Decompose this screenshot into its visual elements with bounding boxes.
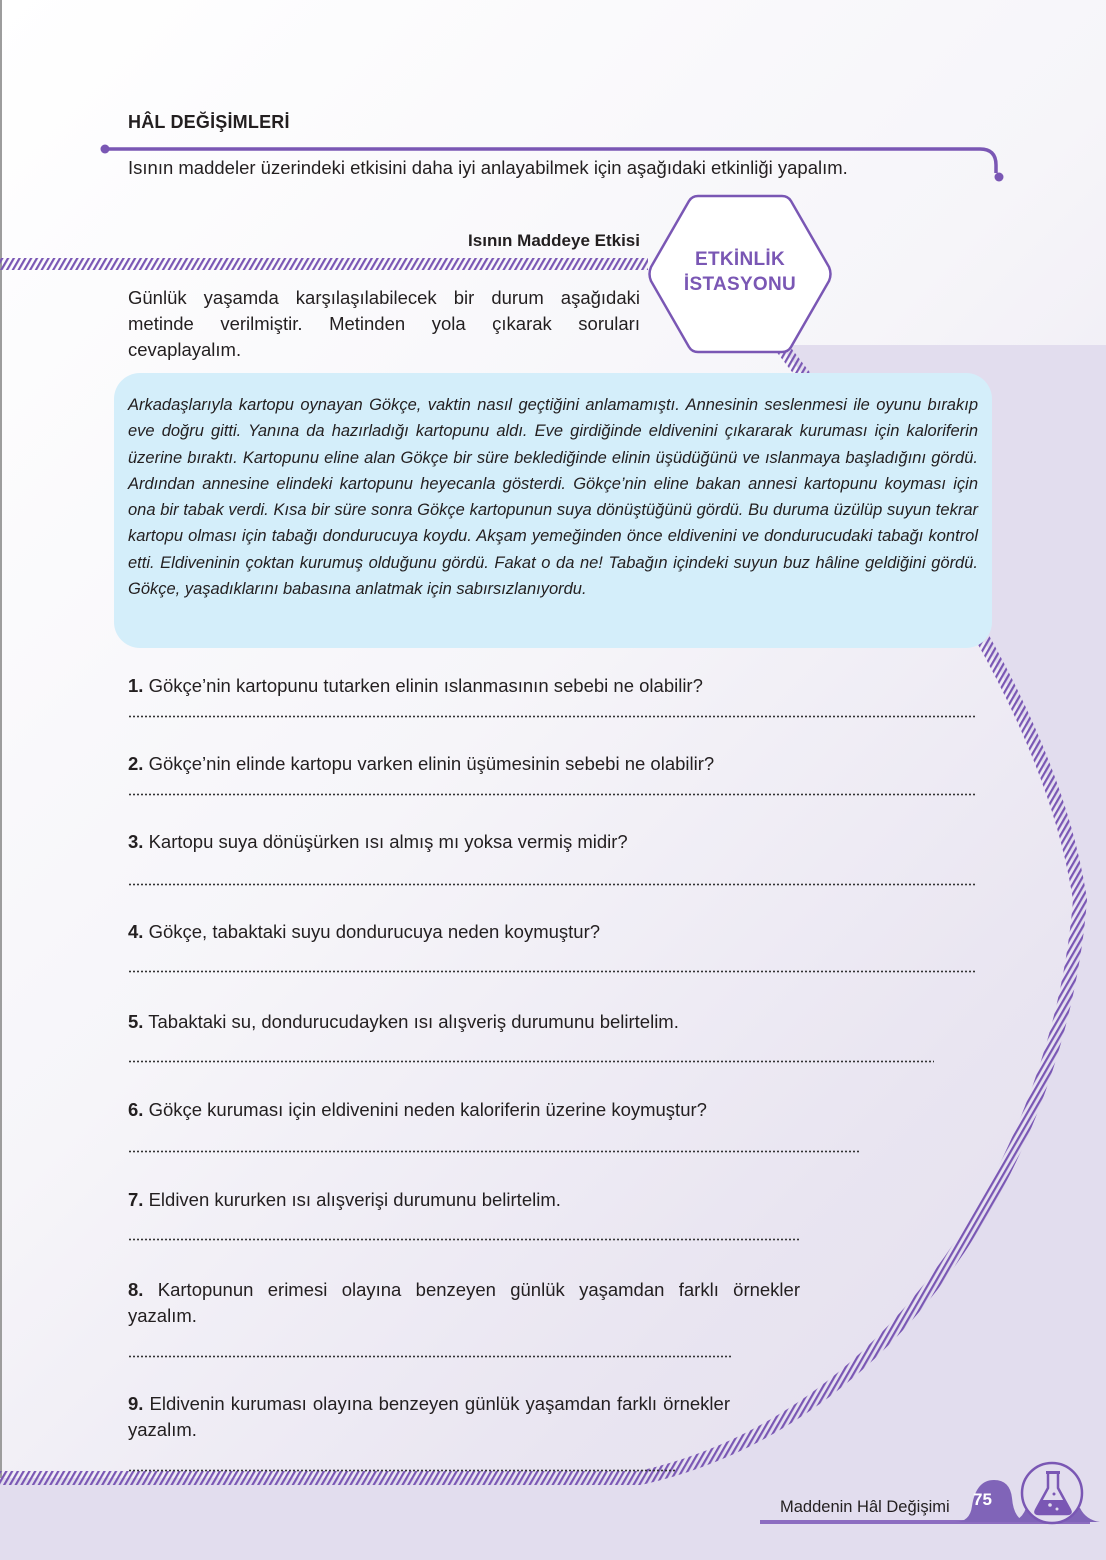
question-9: 9. Eldivenin kuruması olayına benzeyen günlük yaşamdan farklı örnekler yazalım. — [128, 1393, 730, 1440]
question-4: 4. Gökçe, tabaktaki suyu dondurucuya neden koymuştur? — [128, 921, 601, 942]
page-number: 75 — [973, 1490, 992, 1509]
answer-line-4[interactable] — [128, 970, 976, 973]
answer-line-8[interactable] — [128, 1355, 732, 1358]
activity-station-badge — [646, 193, 834, 355]
story-text: Arkadaşlarıyla kartopu oynayan Gökçe, vaktin nasıl geçtiğini anlamamıştı. Annesinin seslenmesi ile oyunu bırakıp eve doğru gitti. Yanına da hazırladığı kartopunu aldı. Eve girdiğinde eldivenini çıkararak kuruması için kaloriferin üzerine bıraktı. Kartopunu eline alan Gökçe bir süre beklediğinde elinin üşüdüğünü ve ıslanmaya başladığını gördü. Ardından annesine elindeki kartopunu heyecanla gösterdi. Gökçe’nin eline bakan annesi kartopunu koyması için ona bir tabak verdi. Kısa bir süre sonra Gökçe kartopunun suya dönüştüğünü gördü. Bu duruma üzülüp suyun tekrar kartopu olması için tabağı dondurucuya koydu. Akşam yemeğinden önce eldivenini ve dondurucudaki tabağı kontrol etti. Eldiveninin çoktan kurumuş olduğunu gördü. Fakat o da ne! Tabağın içindeki suyun buz hâline geldiğini gördü. Gökçe, yaşadıklarını babasına anlatmak için sabırsızlanıyordu. — [128, 396, 978, 599]
badge-line-1: ETKİNLİK — [694, 249, 785, 270]
question-5: 5. Tabaktaki su, dondurucudayken ısı alışveriş durumunu belirtelim. — [128, 1011, 679, 1032]
answer-line-6[interactable] — [128, 1150, 860, 1153]
answer-line-7[interactable] — [128, 1238, 800, 1241]
intro-text: Isının maddeler üzerindeki etkisini daha iyi anlayabilmek için aşağıdaki etkinliği yapalım. — [128, 157, 848, 178]
answer-line-9[interactable] — [128, 1469, 676, 1472]
footer-unit-title: Maddenin Hâl Değişimi — [780, 1498, 950, 1516]
question-6: 6. Gökçe kuruması için eldivenini neden kaloriferin üzerine koymuştur? — [128, 1099, 707, 1120]
answer-line-1[interactable] — [128, 715, 976, 718]
question-7: 7. Eldiven kururken ısı alışverişi durumunu belirtelim. — [128, 1189, 561, 1210]
answer-line-3[interactable] — [128, 883, 976, 886]
question-8: 8. Kartopunun erimesi olayına benzeyen günlük yaşamdan farklı örnekler yazalım. — [128, 1279, 800, 1326]
story-box — [114, 373, 992, 648]
badge-line-2: İSTASYONU — [683, 274, 797, 295]
activity-heading: Isının Maddeye Etkisi — [468, 231, 640, 250]
answer-line-5[interactable] — [128, 1060, 934, 1063]
page-title: HÂL DEĞİŞİMLERİ — [128, 112, 290, 132]
activity-description: Günlük yaşamda karşılaşılabilecek bir durum aşağıdaki metinde verilmiştir. Metinden yola çıkarak soruları cevaplayalım. — [128, 287, 640, 360]
question-1: 1. Gökçe’nin kartopunu tutarken elinin ıslanmasının sebebi ne olabilir? — [128, 675, 703, 696]
question-2: 2. Gökçe’nin elinde kartopu varken elinin üşümesinin sebebi ne olabilir? — [128, 753, 715, 774]
question-3: 3. Kartopu suya dönüşürken ısı almış mı yoksa vermiş midir? — [128, 831, 628, 852]
answer-line-2[interactable] — [128, 793, 976, 796]
